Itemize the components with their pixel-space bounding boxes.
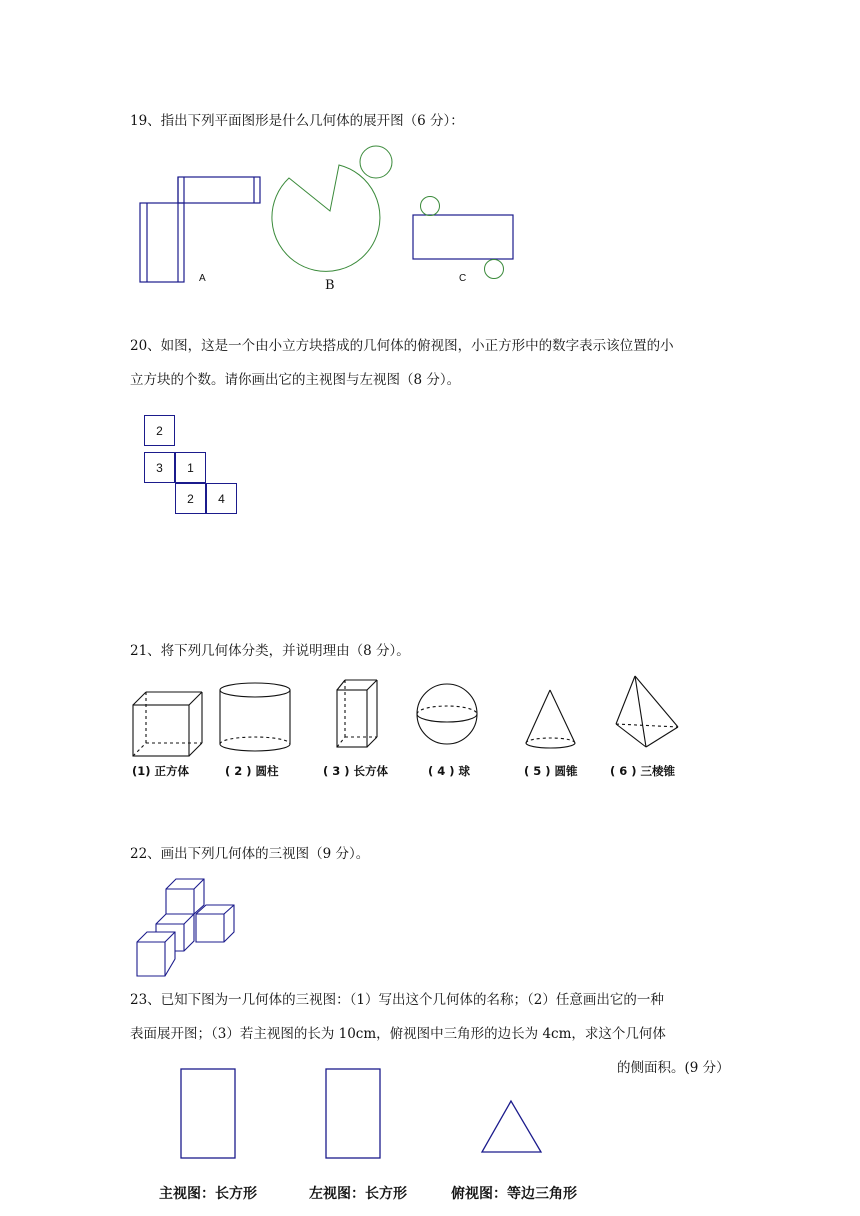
q21-solids bbox=[125, 670, 705, 760]
q22-cube-stack bbox=[130, 872, 245, 982]
solid-label: ( 5 ) 圆锥 bbox=[524, 764, 578, 778]
q21-text: 21、将下列几何体分类，并说明理由（8 分）。 bbox=[130, 643, 410, 659]
top-view-triangle bbox=[482, 1101, 541, 1152]
solid-label: ( 6 ) 三棱锥 bbox=[610, 764, 676, 778]
view-label: 左视图：长方形 bbox=[309, 1185, 407, 1201]
q23-line3: 的侧面积。(9 分） bbox=[617, 1060, 730, 1076]
solid-cube bbox=[133, 692, 202, 756]
q22-text: 22、画出下列几何体的三视图（9 分）。 bbox=[130, 846, 370, 862]
solid-sphere bbox=[417, 684, 477, 744]
q23-line2: 表面展开图；（3）若主视图的长为 10cm，俯视图中三角形的边长为 4cm，求这个几何体 bbox=[130, 1026, 666, 1042]
label-a: A bbox=[199, 273, 206, 284]
grid-cell: 3 bbox=[144, 452, 175, 483]
side-view-rect bbox=[326, 1069, 380, 1158]
front-view-rect bbox=[181, 1069, 235, 1158]
net-a bbox=[140, 177, 260, 282]
net-b bbox=[272, 146, 392, 271]
q23-three-views bbox=[170, 1060, 560, 1170]
solid-label: ( 4 ) 球 bbox=[428, 764, 471, 778]
solid-label: (1) 正方体 bbox=[132, 764, 190, 778]
q19-net-figures bbox=[130, 140, 530, 290]
view-label: 俯视图：等边三角形 bbox=[451, 1185, 577, 1201]
q19-text: 19、指出下列平面图形是什么几何体的展开图（6 分）： bbox=[130, 113, 464, 129]
label-b: B bbox=[325, 278, 335, 293]
view-label: 主视图：长方形 bbox=[159, 1185, 257, 1201]
solid-pyramid bbox=[616, 676, 678, 747]
label-c: C bbox=[459, 273, 467, 284]
grid-cell: 1 bbox=[175, 452, 206, 483]
grid-cell: 2 bbox=[175, 483, 206, 514]
grid-cell: 2 bbox=[144, 415, 175, 446]
solid-label: ( 2 ) 圆柱 bbox=[225, 764, 279, 778]
solid-cylinder bbox=[220, 683, 290, 751]
solid-label: ( 3 ) 长方体 bbox=[323, 764, 389, 778]
net-c bbox=[413, 197, 513, 279]
solid-cone bbox=[526, 690, 575, 748]
grid-cell: 4 bbox=[206, 483, 237, 514]
q23-line1: 23、已知下图为一几何体的三视图：（1）写出这个几何体的名称；（2）任意画出它的一种 bbox=[130, 992, 664, 1008]
solid-cuboid bbox=[337, 680, 377, 747]
q20-line2: 立方块的个数。请你画出它的主视图与左视图（8 分）。 bbox=[130, 372, 461, 388]
q20-line1: 20、如图，这是一个由小立方块搭成的几何体的俯视图，小正方形中的数字表示该位置的小 bbox=[130, 338, 674, 354]
